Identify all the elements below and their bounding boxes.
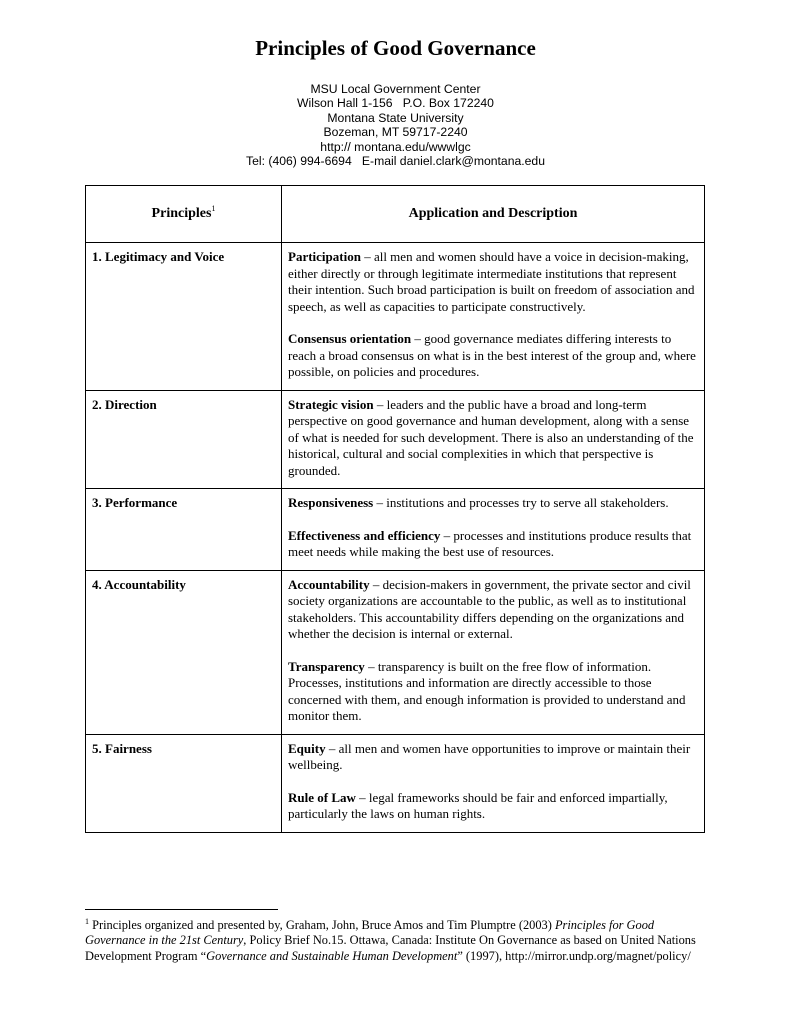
description-cell: [282, 390, 705, 489]
table-row: [86, 243, 705, 391]
description-paragraph: [288, 528, 698, 561]
footnote-text: Principles organized and presented by, Graham, John, Bruce Amos and Tim Plumptre (2003): [89, 918, 555, 932]
table-row: [86, 390, 705, 489]
term-label: Equity: [288, 740, 326, 756]
footnote-text: ” (1997), http://mirror.undp.org/magnet/policy/: [457, 948, 691, 963]
principle-cell: 2. Direction: [86, 390, 282, 489]
term-description: – all men and women have opportunities to improve or maintain their wellbeing.: [288, 740, 691, 772]
table-header-row: [86, 186, 705, 243]
term-label: Participation: [288, 249, 361, 264]
description-paragraph: [288, 397, 698, 480]
term-description: – transparency is built on the free flow of information. Processes, institutions and information are directly accessible to those concerned with them, and enough information is provided to understand and monitor them.: [288, 658, 686, 723]
description-cell: [282, 489, 705, 571]
application-column-header: Application and Description: [282, 186, 705, 243]
table-row: [86, 570, 705, 734]
term-description: – decision-makers in government, the private sector and civil society organizations are accountable to the public, as well as to institutional stakeholders. This accountability differs depending on the organizations and whether the decision is internal or external.: [288, 576, 691, 641]
footnote-mark[interactable]: 1: [211, 203, 216, 213]
footnote-program-title: Governance and Sustainable Human Development: [206, 948, 458, 963]
term-label: Consensus orientation: [288, 331, 412, 346]
contact-line: Tel: (406) 994-6694 E-mail daniel.clark@montana.edu: [246, 154, 545, 169]
address-line: MSU Local Government Center: [310, 82, 481, 96]
description-paragraph: [288, 249, 698, 315]
address-block: [0, 82, 791, 168]
description-paragraph: [288, 790, 698, 823]
principles-table: [85, 185, 705, 833]
term-label: Effectiveness and efficiency: [288, 527, 441, 543]
term-label: Responsiveness: [288, 495, 374, 510]
description-paragraph: [288, 495, 698, 512]
principles-column-header: [86, 186, 282, 243]
address-line: Wilson Hall 1-156 P.O. Box 172240: [297, 96, 494, 111]
website-link[interactable]: http:// montana.edu/wwwlgc: [320, 139, 471, 154]
principle-cell: 3. Performance: [86, 489, 282, 571]
term-description: – legal frameworks should be fair and enforced impartially, particularly the laws on human rights.: [288, 789, 668, 821]
footnote-text: , Policy Brief No.15. Ottawa, Canada: Institute On Governance as based on United Nations Development Program “: [85, 933, 696, 963]
footnote: [85, 918, 705, 964]
footnote-number: 1: [85, 917, 89, 926]
term-description: – institutions and processes try to serve all stakeholders.: [373, 495, 669, 510]
footnote-publication-title: Principles for Good Governance in the 21st Century: [85, 918, 655, 948]
address-line: Montana State University: [327, 110, 464, 125]
term-label: Rule of Law: [288, 789, 356, 805]
principles-header-label: Principles: [151, 205, 212, 221]
description-paragraph: [288, 331, 698, 381]
term-label: Strategic vision: [288, 396, 374, 412]
table-row: [86, 734, 705, 832]
term-label: Transparency: [288, 658, 365, 674]
description-cell: [282, 734, 705, 832]
principle-cell: 5. Fairness: [86, 734, 282, 832]
description-paragraph: [288, 741, 698, 774]
description-cell: [282, 243, 705, 391]
term-description: – good governance mediates differing interests to reach a broad consensus on what is in the best interest of the group and, where possible, on policies and procedures.: [288, 331, 696, 379]
page-title: Principles of Good Governance: [255, 36, 536, 60]
description-paragraph: [288, 577, 698, 643]
description-cell: [282, 570, 705, 734]
principle-cell: 4. Accountability: [86, 570, 282, 734]
term-description: – all men and women should have a voice in decision-making, either directly or through legitimate intermediate institutions that represent their intention. Such broad participation is built on freedom of association and speech, as well as capacities to participate constructively.: [288, 249, 695, 314]
term-description: – leaders and the public have a broad and long-term perspective on good governance and human development, along with a sense of what is needed for such development. There is also an understanding of the historical, cultural and social complexities in which that perspective is grounded.: [288, 396, 694, 478]
footnote-separator: [85, 909, 278, 910]
description-paragraph: [288, 659, 698, 725]
term-label: Accountability: [288, 576, 370, 592]
principle-cell: 1. Legitimacy and Voice: [86, 243, 282, 391]
table-row: [86, 489, 705, 571]
term-description: – processes and institutions produce results that meet needs while making the best use of resources.: [288, 527, 692, 559]
address-line: Bozeman, MT 59717-2240: [323, 125, 468, 140]
